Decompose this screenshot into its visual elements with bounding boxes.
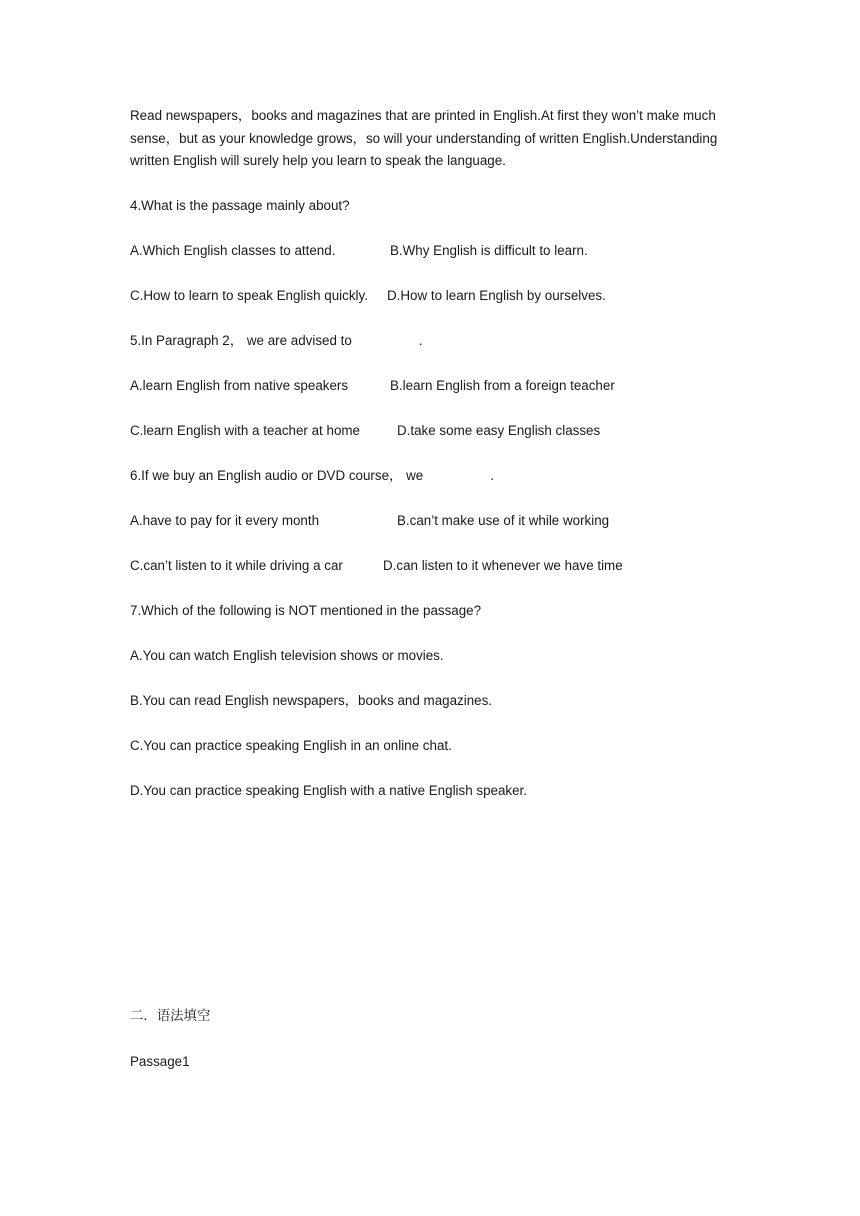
passage-paragraph: Read newspapers，books and magazines that are printed in English.At first they won’t make much sense，but as your knowledge grows，so will your understanding of written English.Understanding written English will surely help you learn to speak the language. xyxy=(130,108,718,168)
q7-option-b: B.You can read English newspapers，books and magazines. xyxy=(130,693,493,708)
q4-option-b: B.Why English is difficult to learn. xyxy=(390,243,588,258)
q5-option-b: B.learn English from a foreign teacher xyxy=(390,378,615,393)
question-4-stem: 4.What is the passage mainly about? xyxy=(130,198,350,213)
question-7-stem: 7.Which of the following is NOT mentioned in the passage? xyxy=(130,603,482,618)
q4-option-a: A.Which English classes to attend. xyxy=(130,243,336,258)
question-6-stem: 6.If we buy an English audio or DVD course， we . xyxy=(130,468,494,483)
q7-option-d: D.You can practice speaking English with a native English speaker. xyxy=(130,783,527,798)
q7-option-a: A.You can watch English television shows or movies. xyxy=(130,648,444,663)
q6-option-b: B.can’t make use of it while working xyxy=(397,513,610,528)
question-5-stem: 5.In Paragraph 2， we are advised to . xyxy=(130,333,423,348)
q4-option-d: D.How to learn English by ourselves. xyxy=(387,288,606,303)
section-title: 二．语法填空 xyxy=(130,1009,211,1024)
q5-option-d: D.take some easy English classes xyxy=(397,423,601,438)
q5-option-a: A.learn English from native speakers xyxy=(130,378,349,393)
q7-option-c: C.You can practice speaking English in an online chat. xyxy=(130,738,452,753)
q6-option-d: D.can listen to it whenever we have time xyxy=(383,558,623,573)
q4-option-c: C.How to learn to speak English quickly. xyxy=(130,288,368,303)
q6-option-c: C.can’t listen to it while driving a car xyxy=(130,558,343,573)
passage-label: Passage1 xyxy=(130,1054,190,1069)
q5-option-c: C.learn English with a teacher at home xyxy=(130,423,360,438)
q6-option-a: A.have to pay for it every month xyxy=(130,513,320,528)
